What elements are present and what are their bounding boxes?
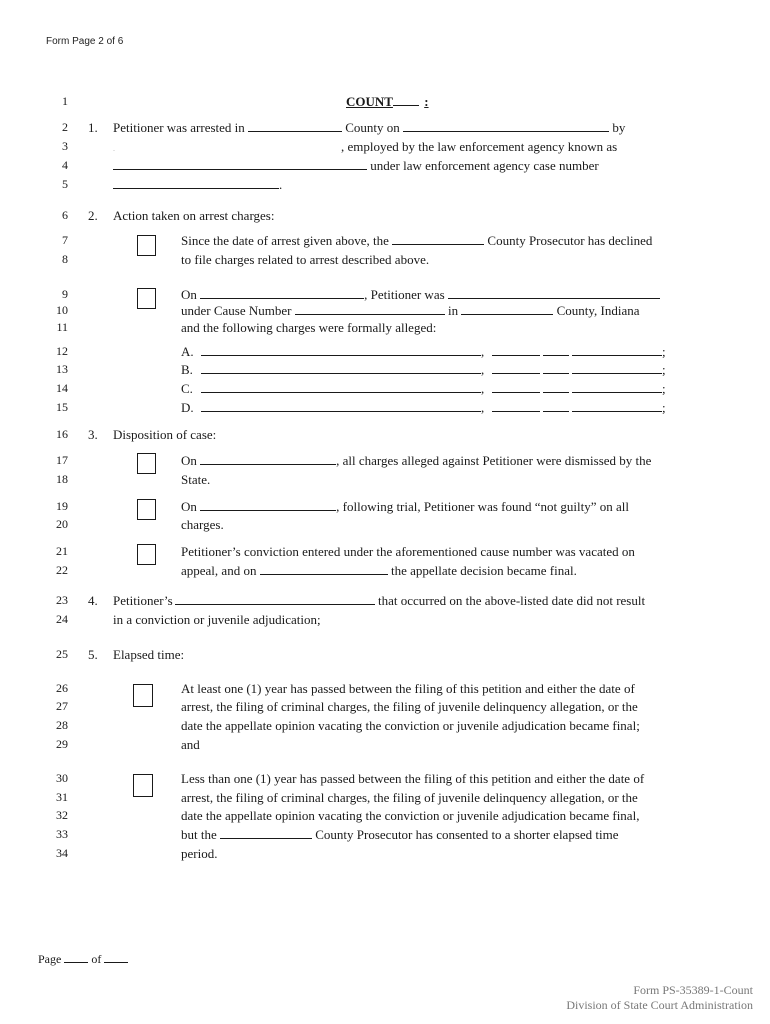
line-number: 2 (62, 120, 68, 134)
charge-description-blank[interactable] (201, 344, 481, 356)
line-number: 24 (56, 612, 68, 626)
item-1-line-2 (113, 139, 115, 155)
line-number: 4 (62, 158, 68, 172)
count-colon: : (424, 94, 429, 109)
charge-letter: B. (181, 362, 193, 377)
page-total-blank[interactable] (104, 952, 128, 963)
vacated-line-2 (181, 563, 577, 579)
charge-row (181, 400, 666, 416)
item-4-number: 4. (88, 593, 98, 608)
item-4-line-1 (113, 593, 645, 609)
charged-text: under Cause Number (181, 303, 292, 318)
vacated-text: appeal, and on (181, 563, 257, 578)
charge-class-blank[interactable] (492, 362, 540, 374)
charged-by-blank[interactable] (448, 287, 660, 299)
page-number-blank[interactable] (64, 952, 88, 963)
charge-class-blank[interactable] (492, 344, 540, 356)
arresting-officer-blank[interactable]: . (113, 144, 115, 153)
line-number: 21 (56, 544, 68, 558)
line-number: 29 (56, 737, 68, 751)
declined-county-blank[interactable] (392, 233, 484, 245)
dismissed-checkbox[interactable] (137, 453, 156, 474)
line-number: 17 (56, 453, 68, 467)
consent-county-blank[interactable] (220, 827, 312, 839)
dismissal-date-blank[interactable] (200, 453, 336, 465)
line-number: 32 (56, 808, 68, 822)
item-3-number: 3. (88, 427, 98, 442)
less-than-one-year-line: arrest, the filing of criminal charges, the filing of juvenile delinquency allegation, or the (181, 790, 638, 805)
item-1-number: 1. (88, 120, 98, 135)
line-number: 27 (56, 699, 68, 713)
dismissed-line-2: State. (181, 472, 211, 487)
declined-line-2: to file charges related to arrest described above. (181, 252, 430, 267)
line-number: 15 (56, 400, 68, 414)
item-4-text: that occurred on the above-listed date did not result (377, 593, 646, 608)
item-1-text: under law enforcement agency case number (370, 158, 599, 173)
line-number: 30 (56, 771, 68, 785)
one-year-passed-line: date the appellate opinion vacating the conviction or juvenile adjudication became final; (181, 718, 640, 733)
line-number: 23 (56, 593, 68, 607)
item-2-title: Action taken on arrest charges: (113, 208, 275, 223)
declined-text: County Prosecutor has declined (487, 233, 653, 248)
arrest-type-blank[interactable] (175, 593, 375, 605)
item-5-number: 5. (88, 647, 98, 662)
charge-description-blank[interactable] (201, 362, 481, 374)
line-number: 12 (56, 344, 68, 358)
line-number: 20 (56, 517, 68, 531)
charge-row (181, 344, 666, 360)
count-title-text: COUNT (346, 94, 393, 109)
charge-statute-blank[interactable] (572, 344, 662, 356)
charge-letter: C. (181, 381, 193, 396)
line-number: 22 (56, 563, 68, 577)
charge-letter: D. (181, 400, 194, 415)
one-year-passed-line: At least one (1) year has passed between the filing of this petition and either the date of (181, 681, 635, 696)
less-than-one-year-checkbox[interactable] (133, 774, 153, 797)
charged-line-3: and the following charges were formally alleged: (181, 320, 437, 335)
charged-text: On (181, 287, 197, 302)
one-year-passed-line: arrest, the filing of criminal charges, the filing of juvenile delinquency allegation, or the (181, 699, 638, 714)
agency-name-blank[interactable] (113, 158, 367, 170)
dismissed-text: , all charges alleged against Petitioner were dismissed by the (336, 453, 652, 468)
charge-statute-blank[interactable] (572, 400, 662, 412)
count-number-blank[interactable] (393, 94, 419, 106)
item-1-text: Petitioner was arrested in (113, 120, 245, 135)
not-guilty-text: , following trial, Petitioner was found “not guilty” on all (336, 499, 629, 514)
item-5-title: Elapsed time: (113, 647, 185, 662)
one-year-passed-checkbox[interactable] (133, 684, 153, 707)
item-1-line-2-text: , employed by the law enforcement agency known as (341, 139, 618, 154)
charged-line-1 (181, 287, 660, 303)
charge-semicolon: ; (662, 400, 666, 415)
item-1-line-3 (113, 158, 599, 174)
line-number: 1 (62, 94, 68, 108)
line-number: 13 (56, 362, 68, 376)
item-1-line-1 (113, 120, 625, 136)
item-1-text: . (279, 177, 283, 192)
charge-level-blank[interactable] (543, 344, 569, 356)
arrest-county-blank[interactable] (248, 120, 342, 132)
charge-row (181, 362, 666, 378)
appellate-date-blank[interactable] (260, 563, 388, 575)
charge-comma: , (481, 344, 485, 359)
item-1-text: County on (345, 120, 400, 135)
line-number: 19 (56, 499, 68, 513)
less-than-one-year-text: County Prosecutor has consented to a shorter elapsed time (315, 827, 619, 842)
line-number: 25 (56, 647, 68, 661)
charge-class-blank[interactable] (492, 381, 540, 393)
line-number: 34 (56, 846, 68, 860)
line-number: 33 (56, 827, 68, 841)
form-id: Form PS-35389-1-Count (633, 983, 753, 997)
vacated-line-1: Petitioner’s conviction entered under the aforementioned cause number was vacated on (181, 544, 635, 559)
line-number: 5 (62, 177, 68, 191)
line-number: 10 (56, 303, 68, 317)
charged-text: County, Indiana (556, 303, 640, 318)
charge-statute-blank[interactable] (572, 381, 662, 393)
charge-county-blank[interactable] (461, 303, 553, 315)
vacated-text: the appellate decision became final. (390, 563, 577, 578)
dismissed-line-1 (181, 453, 651, 469)
line-number: 6 (62, 208, 68, 222)
charge-level-blank[interactable] (543, 381, 569, 393)
charge-description-blank[interactable] (201, 381, 481, 393)
form-page-label: Form Page 2 of 6 (46, 36, 124, 47)
one-year-passed-line: and (181, 737, 200, 752)
charged-text: , Petitioner was (364, 287, 445, 302)
line-number: 26 (56, 681, 68, 695)
arrest-date-blank[interactable] (403, 120, 609, 132)
declined-checkbox[interactable] (137, 235, 156, 256)
not-guilty-line-1 (181, 499, 629, 515)
count-title (346, 94, 429, 110)
line-number: 11 (56, 320, 68, 334)
charged-line-2 (181, 303, 640, 319)
item-3-title: Disposition of case: (113, 427, 217, 442)
charged-checkbox[interactable] (137, 288, 156, 309)
not-guilty-text: On (181, 499, 197, 514)
charge-semicolon: ; (662, 362, 666, 377)
page-word: Page (38, 952, 62, 966)
charge-level-blank[interactable] (543, 400, 569, 412)
charge-comma: , (481, 381, 485, 396)
less-than-one-year-line: Less than one (1) year has passed between the filing of this petition and either the date of (181, 771, 645, 786)
line-number: 7 (62, 233, 68, 247)
charge-semicolon: ; (662, 344, 666, 359)
charge-statute-blank[interactable] (572, 362, 662, 374)
charge-comma: , (481, 400, 485, 415)
item-1-line-4 (113, 177, 282, 193)
trial-date-blank[interactable] (200, 499, 336, 511)
less-than-one-year-line: period. (181, 846, 218, 861)
charge-row (181, 381, 666, 397)
declined-line-1 (181, 233, 652, 249)
line-number: 14 (56, 381, 68, 395)
charge-semicolon: ; (662, 381, 666, 396)
charged-text: in (447, 303, 459, 318)
charge-letter: A. (181, 344, 194, 359)
charge-comma: , (481, 362, 485, 377)
vacated-checkbox[interactable] (137, 544, 156, 565)
cause-number-blank[interactable] (295, 303, 445, 315)
item-4-text: Petitioner’s (113, 593, 173, 608)
declined-text: Since the date of arrest given above, the (181, 233, 389, 248)
item-4-line-2: in a conviction or juvenile adjudication; (113, 612, 321, 627)
item-1-text: by (612, 120, 626, 135)
charge-level-blank[interactable] (543, 362, 569, 374)
line-number: 8 (62, 252, 68, 266)
not-guilty-checkbox[interactable] (137, 499, 156, 520)
dismissed-text: On (181, 453, 197, 468)
line-number: 16 (56, 427, 68, 441)
of-word: of (91, 952, 102, 966)
charge-class-blank[interactable] (492, 400, 540, 412)
less-than-one-year-line: date the appellate opinion vacating the conviction or juvenile adjudication became final, (181, 808, 640, 823)
charge-date-blank[interactable] (200, 287, 364, 299)
item-2-number: 2. (88, 208, 98, 223)
less-than-one-year-line (181, 827, 619, 843)
division-name: Division of State Court Administration (566, 998, 753, 1012)
line-number: 31 (56, 790, 68, 804)
line-number: 3 (62, 139, 68, 153)
charge-description-blank[interactable] (201, 400, 481, 412)
less-than-one-year-text: but the (181, 827, 217, 842)
line-number: 9 (62, 287, 68, 301)
page-of-footer (38, 952, 128, 967)
not-guilty-line-2: charges. (181, 517, 224, 532)
agency-case-number-blank[interactable] (113, 177, 279, 189)
line-number: 28 (56, 718, 68, 732)
line-number: 18 (56, 472, 68, 486)
